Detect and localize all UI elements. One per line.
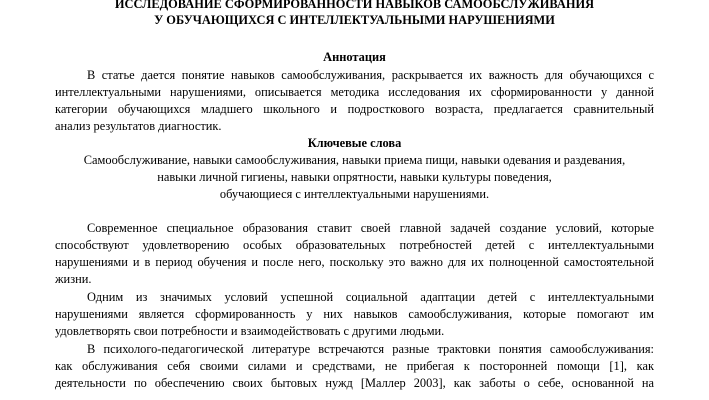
- body-paragraph-2-line: нарушениями является сформированность у них навыков самообслуживания, которые помогают им: [55, 307, 654, 321]
- keywords-line: Самообслуживание, навыки самообслуживания, навыки приема пищи, навыки одевания и раздевания,: [83, 153, 626, 167]
- abstract-line: интеллектуальными нарушениями, описывается методика исследования их сформированности у данной: [55, 85, 654, 99]
- body-paragraph-2-line: Одним из значимых условий успешной социальной адаптации детей с интеллектуальными: [87, 290, 654, 304]
- body-paragraph-1-line: нарушениями и в период обучения и после него, поскольку это важно для их полноценной самостоятельной: [55, 255, 654, 269]
- title-line-2: У ОБУЧАЮЩИХСЯ С ИНТЕЛЛЕКТУАЛЬНЫМИ НАРУШЕНИЯМИ: [154, 13, 555, 27]
- body-paragraph-3-line: как обслуживания себя своими силами и средствами, не прибегая к посторонней помощи [1], как: [55, 359, 654, 373]
- title-line-1: ИССЛЕДОВАНИЕ СФОРМИРОВАННОСТИ НАВЫКОВ САМООБСЛУЖИВАНИЯ: [114, 0, 595, 11]
- body-paragraph-3-line: В психолого-педагогической литературе встречаются разные трактовки понятия самообслуживания:: [87, 342, 654, 356]
- body-paragraph-1-line: способствуют удовлетворению особых образовательных потребностей детей с интеллектуальными: [55, 238, 654, 252]
- keywords-heading: Ключевые слова: [307, 136, 402, 150]
- body-paragraph-1-line: Современное специальное образования ставит своей главной задачей создание условий, которые: [87, 221, 654, 235]
- abstract-line: категории обучающихся младшего школьного и подросткового возраста, предлагается сравнительный: [55, 102, 654, 116]
- body-paragraph-3-line: деятельности по обеспечению своих бытовых нужд [Маллер 2003], как заботы о себе, основанной на: [55, 376, 654, 390]
- abstract-line: анализ результатов диагностик.: [55, 119, 222, 133]
- keywords-line: навыки личной гигиены, навыки опрятности, навыки культуры поведения,: [157, 170, 552, 184]
- abstract-line: В статье дается понятие навыков самообслуживания, раскрывается их важность для обучающихся с: [87, 68, 654, 82]
- body-paragraph-2-line: удовлетворять свои потребности и взаимодействовать с другими людьми.: [55, 324, 445, 338]
- abstract-heading: Аннотация: [323, 50, 386, 64]
- keywords-line: обучающиеся с интеллектуальными нарушениями.: [219, 187, 490, 201]
- body-paragraph-1-line: жизни.: [55, 272, 92, 286]
